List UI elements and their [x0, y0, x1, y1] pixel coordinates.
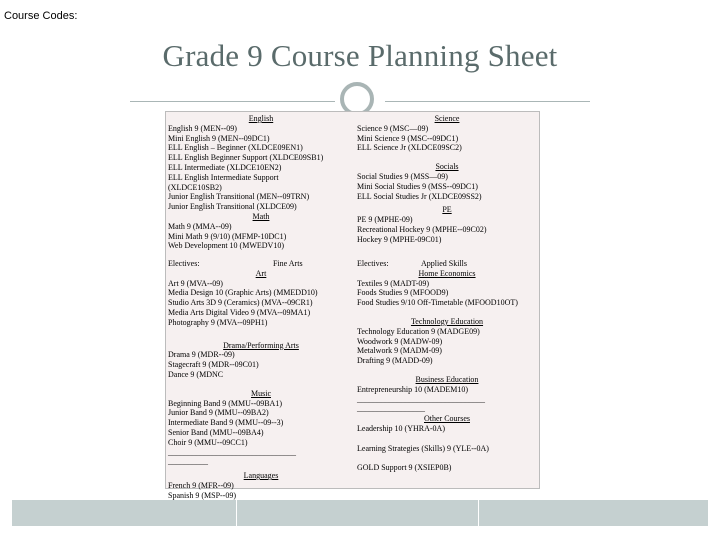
right-bottom-column [357, 259, 537, 473]
course-line: ELL English Beginner Support (XLDCE09SB1) [168, 153, 324, 163]
course-line: ELL English Intermediate Support [168, 172, 279, 182]
art-list [168, 279, 354, 328]
course-line: Studio Arts 3D 9 (Ceramics) (MVA--09CR1) [168, 298, 313, 308]
music-heading: Music [251, 388, 271, 398]
course-line: Junior English Transitional (XLDCE09) [168, 202, 297, 212]
fine-arts-label: Fine Arts [273, 259, 303, 268]
art-heading: Art [255, 268, 267, 278]
course-line: ELL Intermediate (XLDCE10EN2) [168, 162, 282, 172]
socials-list [357, 172, 537, 201]
course-line: Recreational Hockey 9 (MPHE--09C02) [357, 224, 487, 234]
course-line: Junior Band 9 (MMU--09BA2) [168, 408, 269, 418]
course-line: Media Arts Digital Video 9 (MVA--09MA1) [168, 307, 311, 317]
course-line: ELL Social Studies Jr (XLDCE09SS2) [357, 191, 482, 201]
course-line: Choir 9 (MMU--09CC1) [168, 437, 248, 447]
other-heading: Other Courses [424, 414, 470, 424]
course-line: Entrepreneurship 10 (MADEM10) [357, 384, 469, 394]
course-line: Drafting 9 (MADD-09) [357, 356, 433, 366]
socials-heading: Socials [435, 162, 459, 172]
course-line: ELL Science Jr (XLDCE09SC2) [357, 143, 462, 153]
course-line: ________________________________ [357, 394, 485, 404]
course-line: Drama 9 (MDR--09) [168, 350, 235, 360]
course-line: Mini Math 9 (9/10) (MFMP-10DC1) [168, 231, 287, 241]
course-line: Food Studies 9/10 Off-Timetable (MFOOD10OT) [357, 298, 518, 308]
math-heading: Math [252, 211, 270, 221]
business-list [357, 385, 537, 414]
course-line: Leadership 10 (YHRA-0A) [357, 423, 445, 433]
title-rule-left [130, 101, 335, 102]
course-line: GOLD Support 9 (XSIEP0B) [357, 463, 452, 473]
course-line: Spanish 9 (MSP--09) [168, 490, 237, 500]
course-line: Textiles 9 (MADT-09) [357, 278, 430, 288]
other-list [357, 424, 537, 473]
course-line: Art 9 (MVA--09) [168, 278, 223, 288]
tech-list [357, 327, 537, 366]
course-line: Stagecraft 9 (MDR--09C01) [168, 360, 259, 370]
course-line: Mini English 9 (MEN--09DC1) [168, 133, 270, 143]
drama-list [168, 350, 354, 379]
right-top-column [357, 114, 537, 245]
course-line: Web Development 10 (MWEDV10) [168, 241, 284, 251]
english-list [168, 124, 354, 212]
left-bottom-column [168, 259, 354, 501]
science-heading: Science [434, 114, 460, 123]
course-line: _________________ [357, 404, 425, 414]
languages-list [168, 481, 354, 501]
title-rule-right [385, 101, 590, 102]
course-line: Hockey 9 (MPHE-09C01) [357, 234, 442, 244]
pe-heading: PE [442, 205, 452, 215]
languages-heading: Languages [243, 471, 279, 481]
course-line: Mini Social Studies 9 (MSS--09DC1) [357, 181, 478, 191]
course-line: ELL English – Beginner (XLDCE09EN1) [168, 143, 303, 153]
course-line: PE 9 (MPHE-09) [357, 215, 413, 225]
course-line: Technology Education 9 (MADGE09) [357, 326, 480, 336]
music-list [168, 399, 354, 468]
drama-heading: Drama/Performing Arts [223, 340, 299, 350]
course-line: Junior English Transitional (MEN--09TRN) [168, 192, 310, 202]
course-line: Learning Strategies (Skills) 9 (YLE--0A) [357, 443, 489, 453]
applied-skills-label: Applied Skills [421, 259, 468, 268]
course-line: Intermediate Band 9 (MMU--09--3) [168, 418, 284, 428]
course-line: Foods Studies 9 (MFOOD9) [357, 288, 449, 298]
course-line: Mini Science 9 (MSC--09DC1) [357, 133, 459, 143]
planning-sheet [165, 111, 540, 500]
course-line: Social Studies 9 (MSS—09) [357, 171, 448, 181]
course-line: (XLDCE10SB2) [168, 182, 222, 192]
course-line [357, 453, 537, 463]
pe-list [357, 215, 537, 244]
course-line: ________________________________ [168, 447, 296, 457]
course-line [357, 434, 537, 444]
course-line: Senior Band (MMU--09BA4) [168, 427, 264, 437]
left-top-column [168, 114, 354, 251]
science-list [357, 124, 537, 153]
english-heading: English [248, 114, 274, 123]
course-line: Science 9 (MSC—09) [357, 123, 429, 133]
tech-heading: Technology Education [410, 316, 484, 326]
business-heading: Business Education [415, 374, 479, 384]
course-line: Media Design 10 (Graphic Arts) (MMEDD10) [168, 288, 318, 298]
home-ec-heading: Home Economics [418, 268, 476, 278]
course-line: Metalwork 9 (MADM-09) [357, 346, 442, 356]
course-codes-label: Course Codes: [4, 10, 78, 22]
course-line: Dance 9 (MDNC [168, 369, 224, 379]
page-title: Grade 9 Course Planning Sheet [162, 38, 558, 73]
course-line: Woodwork 9 (MADW-09) [357, 336, 443, 346]
math-list [168, 222, 354, 251]
electives-label-left: Electives: [168, 259, 200, 268]
bottom-band [12, 500, 708, 526]
course-line: English 9 (MEN--09) [168, 123, 237, 133]
course-line: Math 9 (MMA--09) [168, 221, 232, 231]
course-line: Photography 9 (MVA--09PH1) [168, 317, 268, 327]
home-ec-list [357, 279, 537, 308]
course-line: __________ [168, 457, 208, 467]
course-line: Beginning Band 9 (MMU--09BA1) [168, 398, 282, 408]
electives-label-right: Electives: [357, 259, 389, 268]
course-line: French 9 (MFR--09) [168, 480, 234, 490]
